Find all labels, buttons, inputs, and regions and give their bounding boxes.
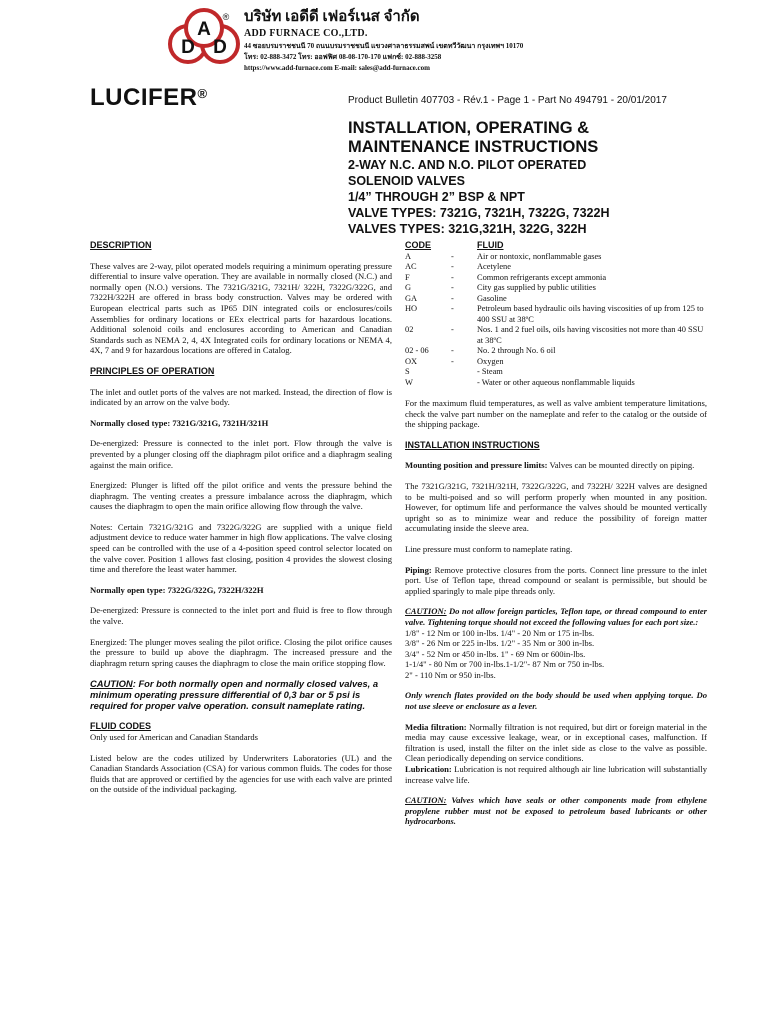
table-row	[405, 252, 707, 263]
mounting-label: Mounting position and pressure limits:	[405, 460, 548, 471]
torque-caution-text: Do not allow foreign particles, Teflon tape, or thread compound to enter valve. Tightening torque should not exceed the following values for each port size.:	[405, 606, 707, 627]
fluid-dash: -	[451, 251, 454, 261]
description-heading: DESCRIPTION	[90, 240, 152, 250]
table-row	[405, 273, 707, 284]
fluid-dash: -	[451, 283, 454, 292]
mounting-paragraph	[405, 460, 707, 471]
fluid-code: AC	[405, 262, 417, 271]
table-row	[405, 367, 707, 378]
seal-caution-text: Valves which have seals or other components made from ethylene propylene rubber must not be exposed to petroleum based lubricants or other hydrocarbons.	[405, 795, 707, 827]
fluid-code: G	[405, 283, 412, 292]
list-item: 1-1/4" - 80 Nm or 700 in-lbs.1-1/2"- 87 Nm or 750 in-lbs.	[405, 659, 605, 670]
fluid-code: OX	[405, 356, 418, 366]
fluid-name: - Steam	[477, 367, 503, 376]
fluid-code: 02	[405, 325, 414, 334]
table-row	[405, 346, 707, 357]
fluid-name: Air or nontoxic, nonflammable gases	[477, 251, 602, 261]
left-column	[90, 240, 392, 805]
principles-text: The inlet and outlet ports of the valves are not marked. Instead, the direction of flow is indicated by an arrow on the valve body.	[90, 386, 392, 408]
title-line-5: 1/4” THROUGH 2” BSP & NPT	[348, 190, 525, 204]
piping-text: Remove protective closures from the ports. Connect line pressure to the inlet port. Use of Teflon tape, thread compound or sealant is permissible, but should be applied sparingly to male pipe threads only.	[405, 564, 707, 596]
list-item: 3/4" - 52 Nm or 450 in-lbs. 1" - 69 Nm or 600in-lbs.	[405, 648, 586, 659]
brand-registered-mark: ®	[197, 86, 208, 101]
table-row	[405, 262, 707, 273]
media-filtration-paragraph	[405, 722, 707, 764]
seal-caution	[405, 795, 707, 827]
line-pressure-text: Line pressure must conform to nameplate rating.	[405, 543, 573, 554]
table-row	[405, 325, 707, 346]
table-row	[405, 294, 707, 305]
pressure-caution	[90, 678, 392, 711]
no-energized-text: Energized: The plunger moves sealing the pilot orifice. Closing the pilot orifice causes the pressure to build up above the diaphragm. The increased pressure and the diaphragm return spring causes the diaphragm to close the main orifice stopping flow.	[90, 636, 392, 668]
document-title	[348, 119, 708, 237]
principles-heading: PRINCIPLES OF OPERATION	[90, 365, 215, 376]
fluid-dash: -	[451, 346, 454, 355]
right-column	[405, 240, 707, 837]
fluid-code: S	[405, 367, 410, 376]
fluid-dash: -	[451, 304, 454, 313]
fluid-code: W	[405, 377, 413, 387]
no-type-heading: Normally open type: 7322G/322G, 7322H/322H	[90, 584, 264, 595]
fluid-dash	[451, 367, 477, 378]
title-line-6: VALVE TYPES: 7321G, 7321H, 7322G, 7322H	[348, 206, 610, 220]
wrench-note: Only wrench flates provided on the body should be used when applying torque. Do not use sleeve or enclosure as a lever.	[405, 690, 707, 712]
dash-column-header	[451, 240, 477, 252]
list-item: 3/8" - 26 Nm or 225 in-lbs. 1/2" - 35 Nm or 300 in-lbs.	[405, 638, 595, 649]
installation-heading: INSTALLATION INSTRUCTIONS	[405, 439, 540, 450]
piping-paragraph	[405, 565, 707, 597]
piping-label: Piping:	[405, 564, 432, 575]
logo-registered-mark: ®	[222, 12, 230, 22]
fluid-dash	[451, 378, 477, 389]
list-item: 1/8" - 12 Nm or 100 in-lbs. 1/4" - 20 Nm or 175 in-lbs.	[405, 627, 595, 638]
fluid-code: A	[405, 251, 412, 261]
lubrication-text: Lubrication is not required although air line lubrication will substantially increase valve life.	[405, 764, 707, 785]
fluid-name: Acetylene	[477, 262, 511, 271]
nc-energized-text: Energized: Plunger is lifted off the pilot orifice and vents the pressure behind the diaphragm. The venting creates a pressure imbalance across the diaphragm, which causes the diaphragm to open the main orifice allowing flow through the valve.	[90, 480, 392, 512]
fluid-name: Petroleum based hydraulic oils having viscosities of up from 125 to 400 SSU at 38ºC	[477, 304, 704, 324]
media-filtration-label: Media filtration:	[405, 721, 467, 732]
title-line-7: VALVES TYPES: 321G,321H, 322G, 322H	[348, 222, 587, 236]
fluid-dash: -	[451, 262, 454, 271]
lubrication-paragraph	[405, 764, 707, 785]
fluid-dash: -	[451, 356, 454, 366]
no-deenergized-text: De-energized: Pressure is connected to the inlet port and fluid is free to flow through the valve.	[90, 605, 392, 627]
fluid-code: GA	[405, 293, 418, 303]
title-line-3: 2-WAY N.C. AND N.O. PILOT OPERATED	[348, 158, 587, 172]
company-thai-name: บริษัท เอดีดี เฟอร์เนส จำกัด	[244, 9, 420, 25]
fluid-codes-subtitle: Only used for American and Canadian Standards	[90, 732, 259, 742]
fluid-name: - Water or other aqueous nonflammable liquids	[477, 377, 635, 387]
fluid-name: City gas supplied by public utilities	[477, 283, 596, 292]
brand-name: LUCIFER	[90, 84, 198, 111]
nc-type-heading: Normally closed type: 7321G/321G, 7321H/321H	[90, 417, 269, 428]
media-filtration-text: Normally filtration is not required, but dirt or foreign material in the media may cause excessive leakage, wear, or in exceptional cases, malfunction. If filtration is used, install the filter on the inlet side as close to the valve as possible. Clean periodically depending on service conditions.	[405, 721, 707, 764]
fluid-code-table	[405, 240, 707, 388]
title-line-4: SOLENOID VALVES	[348, 174, 465, 188]
caution-label: CAUTION	[90, 678, 133, 690]
fluid-codes-heading: FLUID CODES	[90, 721, 152, 732]
logo-letter-d1: D	[181, 37, 195, 58]
company-web: https://www.add-furnace.com E-mail: sales@add-furnace.com	[244, 64, 430, 72]
seal-caution-label: CAUTION:	[405, 795, 447, 806]
fluid-codes-text: Listed below are the codes utilized by Underwriters Laboratories (UL) and the Canadian Standards Association (CSA) for various common fluids. The codes for those fluids that are approved or certified by the agencies for use with each valve are printed on the outside of the individual packaging.	[90, 752, 392, 795]
code-column-header: CODE	[405, 240, 432, 250]
product-bulletin: Product Bulletin 407703 - Rév.1 - Page 1 - Part No 494791 - 20/01/2017	[348, 95, 667, 106]
fluid-code: HO	[405, 304, 418, 313]
title-line-1: INSTALLATION, OPERATING &	[348, 119, 590, 137]
caution-text: : For both normally open and normally closed valves, a minimum operating pressure differential of 0,3 bar or 5 psi is required for proper valve operation. consult nameplate rating.	[90, 678, 379, 712]
temperature-text: For the maximum fluid temperatures, as well as valve ambient temperature limitations, check the valve part number on the nameplate and refer to the catalog or the outside of the shipping package.	[405, 398, 707, 430]
fluid-column-header: FLUID	[477, 240, 504, 250]
table-row	[405, 283, 707, 294]
fluid-name: Gasoline	[477, 293, 507, 303]
logo-letter-a: A	[197, 19, 211, 40]
fluid-name: Oxygen	[477, 356, 504, 366]
company-english-name: ADD FURNACE CO.,LTD.	[244, 28, 368, 39]
torque-caution	[405, 606, 707, 627]
description-text: These valves are 2-way, pilot operated models requiring a minimum operating pressure differential to insure valve operation. They are available in normally closed (N.C.) and normally open (N.O.) versions. The 7321G/321G, 7321H/ 322H, 7322G/322G, and 7322H/322H are offered in brass body construction. Valves may be ordered with European electrical parts such as IP65 DIN integrated coils or enclosures/coils Assemblies for ordinary locations or EEx electrical parts for hazardous locations. Additional solenoid coils and enclosures according to American and Canadian Standards such as NEMA 2, 4, 4X Integrated coils for ordinary locations or NEMA 4, 4X, 7 and 9 for hazardous locations are offered in Catalog.	[90, 260, 392, 356]
brand-logo	[90, 84, 208, 112]
fluid-code: 02 - 06	[405, 346, 429, 355]
fluid-dash: -	[451, 325, 454, 334]
table-row	[405, 304, 707, 325]
company-logo	[168, 8, 240, 80]
fluid-name: Nos. 1 and 2 fuel oils, oils having viscosities not more than 40 SSU at 38ºC	[477, 325, 704, 345]
mounting-text: Valves can be mounted directly on piping.	[547, 460, 695, 471]
company-address: 44 ซอยบรมราชชนนี 70 ถนนบรมราชชนนี แขวงศาลาธรรมสพน์ เขตทวีวัฒนา กรุงเทพฯ 10170	[244, 42, 524, 50]
list-item: 2" - 110 Nm or 950 in-lbs.	[405, 669, 496, 680]
logo-letter-d2: D	[213, 37, 227, 58]
lubrication-label: Lubrication:	[405, 764, 452, 775]
notes-text: Notes: Certain 7321G/321G and 7322G/322G are supplied with a unique field adjustment device to reduce water hammer in high flow applications. The valve closing speed can be controlled with the use of a 4-position speed control selector located on the valve cover. Position 1 allows fast closing, position 4 provides the slowest closing time and therefore the least water hammer.	[90, 521, 392, 575]
torque-caution-label: CAUTION:	[405, 606, 447, 617]
table-row	[405, 357, 707, 368]
table-row	[405, 378, 707, 389]
fluid-name: Common refrigerants except ammonia	[477, 272, 607, 282]
fluid-dash: -	[451, 272, 454, 282]
nc-deenergized-text: De-energized: Pressure is connected to the inlet port. Flow through the valve is prevented by a plunger closing off the diaphragm pilot orifice and a diaphragm sealing against the main orifice.	[90, 438, 392, 470]
mounting-detail: The 7321G/321G, 7321H/321H, 7322G/322G, and 7322H/ 322H valves are designed to be multi-poised and so will perform properly when mounted in any position. However, for optimum life and performance the valves should be mounted vertically upright so as to minimize wear and reduce the possibility of foreign matter accumulating inside the sleeve area.	[405, 480, 707, 534]
add-logo-icon	[168, 8, 240, 80]
company-phones: โทร: 02-888-3472 โทร: ออฟฟิศ 08-08-170-170 แฟกซ์: 02-888-3258	[244, 53, 442, 61]
title-line-2: MAINTENANCE INSTRUCTIONS	[348, 138, 599, 156]
fluid-code: F	[405, 272, 410, 282]
fluid-name: No. 2 through No. 6 oil	[477, 346, 556, 355]
torque-values-list	[405, 628, 707, 681]
company-info	[244, 8, 744, 74]
fluid-dash: -	[451, 293, 454, 303]
